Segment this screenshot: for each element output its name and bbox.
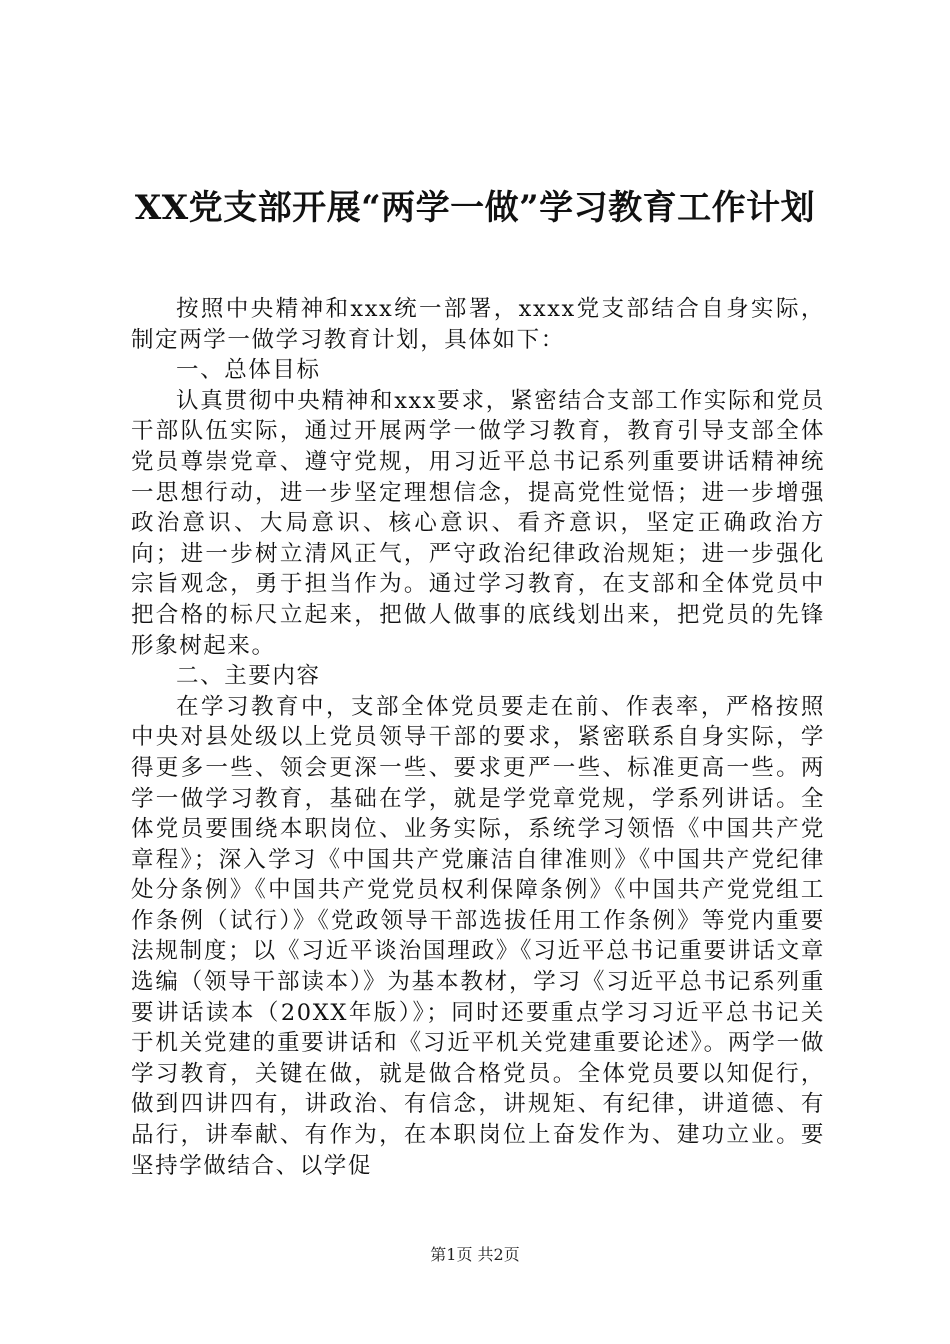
goals-paragraph: 认真贯彻中央精神和xxx要求，紧密结合支部工作实际和党员干部队伍实际，通过开展两学一做学习教育，教育引导支部全体党员尊崇党章、遵守党规，用习近平总书记系列重要讲话精神统一思想行动，进一步坚定理想信念，提高党性觉悟；进一步增强政治意识、大局意识、核心意识、看齐意识，坚定正确政治方向；进一步树立清风正气，严守政治纪律政治规矩；进一步强化宗旨观念，勇于担当作为。通过学习教育，在支部和全体党员中把合格的标尺立起来，把做人做事的底线划出来，把党员的先锋形象树起来。	[131, 387, 825, 659]
page-number-footer: 第1页 共2页	[430, 1245, 520, 1264]
content-paragraph: 在学习教育中，支部全体党员要走在前、作表率，严格按照中央对县处级以上党员领导干部的要求，紧密联系自身实际，学得更多一些、领会更深一些、要求更严一些、标准更高一些。两学一做学习教育，基础在学，就是学党章党规，学系列讲话。全体党员要围绕本职岗位、业务实际，系统学习领悟《中国共产党章程》；深入学习《中国共产党廉洁自律准则》《中国共产党纪律处分条例》《中国共产党党员权利保障条例》《中国共产党党组工作条例（试行）》《党政领导干部选拔任用工作条例》等党内重要法规制度；以《习近平谈治国理政》《习近平总书记重要讲话文章选编（领导干部读本）》为基本教材，学习《习近平总书记系列重要讲话读本（20XX年版）》；同时还要重点学习习近平总书记关于机关党建的重要讲话和《习近平机关党建重要论述》。两学一做学习教育，关键在做，就是做合格党员。全体党员要以知促行，做到四讲四有，讲政治、有信念，讲规矩、有纪律，讲道德、有品行，讲奉献、有作为，在本职岗位上奋发作为、建功立业。要坚持学做结合、以学促	[131, 693, 825, 1179]
section-heading-goals: 一、总体目标	[176, 357, 321, 384]
document-title: XX党支部开展“两学一做”学习教育工作计划	[134, 188, 816, 228]
document-body	[131, 294, 825, 1181]
intro-paragraph: 按照中央精神和xxx统一部署，xxxx党支部结合自身实际，制定两学一做学习教育计划，具体如下：	[131, 296, 825, 353]
section-heading-content: 二、主要内容	[176, 663, 321, 690]
